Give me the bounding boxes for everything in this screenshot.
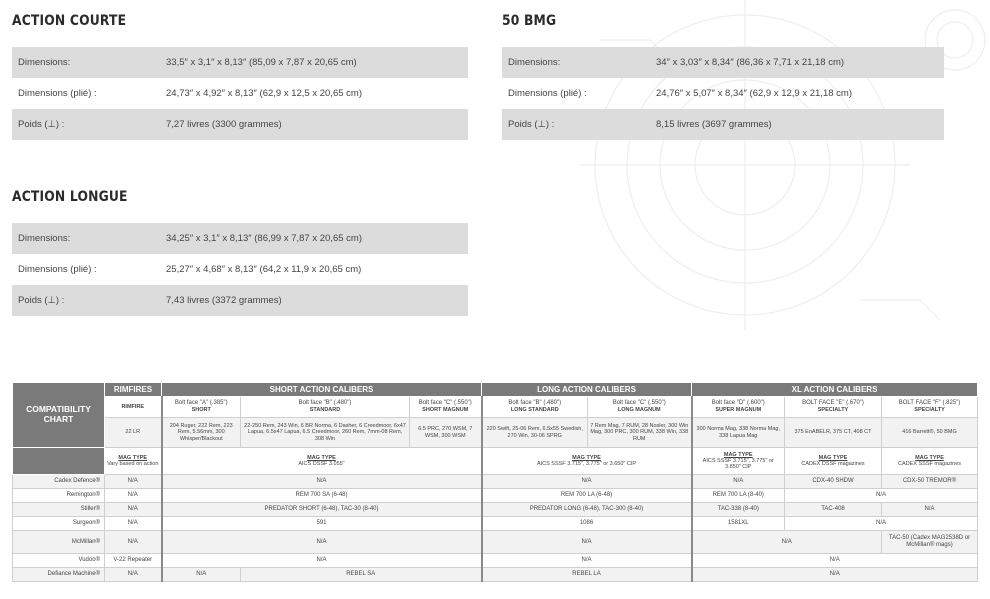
spec-block-action-longue <box>12 189 468 316</box>
spec-row <box>12 109 468 140</box>
bolt-face-sa-a: Bolt face "A" (.385") SHORT <box>162 397 241 418</box>
chart-corner-title: COMPATIBILITY CHART <box>13 383 105 448</box>
table-cell: N/A <box>105 503 162 517</box>
spec-block-50-bmg <box>502 13 944 140</box>
section-title: ACTION LONGUE <box>12 189 128 205</box>
table-row-remington <box>13 489 978 503</box>
group-header-rimfires: RIMFIRES <box>105 383 162 397</box>
table-cell: N/A <box>162 475 482 489</box>
table-cell: N/A <box>482 554 692 568</box>
mag-type-row <box>13 448 978 475</box>
row-label: Cadex Defence® <box>13 475 105 489</box>
caliber-cell: 6.5 PRC, 270 WSM, 7 WSM, 300 WSM <box>410 418 482 448</box>
compatibility-chart-table <box>12 382 978 582</box>
table-cell: N/A <box>105 475 162 489</box>
spec-block-action-courte <box>12 13 468 140</box>
row-label: McMillan® <box>13 531 105 554</box>
bolt-face-la-b: Bolt face "B" (.480") LONG STANDARD <box>482 397 588 418</box>
table-cell: REBEL LA <box>482 568 692 582</box>
bolt-face-la-c: Bolt face "C" (.550") LONG MAGNUM <box>588 397 692 418</box>
table-cell: TAC-338 (8-40) <box>692 503 785 517</box>
spec-label: Dimensions (plié) : <box>18 264 97 275</box>
spec-row <box>12 285 468 316</box>
bolt-face-xl-f: BOLT FACE "F" (.825") SPECIALTY <box>882 397 978 418</box>
table-row-cadex <box>13 475 978 489</box>
spec-value: 8,15 livres (3697 grammes) <box>650 109 944 140</box>
table-cell: CDX-50 TREMOR® <box>882 475 978 489</box>
table-cell: PREDATOR SHORT (6-48), TAC-30 (8-40) <box>162 503 482 517</box>
mag-type-cell: MAG TYPE AICS DSSF 3.055" <box>162 448 482 475</box>
row-label: Surgeon® <box>13 517 105 531</box>
table-cell: CDX-40 SHDW <box>785 475 882 489</box>
caliber-cell: 375 EnABELR, 375 CT, 408 CT <box>785 418 882 448</box>
table-cell: N/A <box>692 554 978 568</box>
table-cell: N/A <box>105 517 162 531</box>
table-row-vudoo <box>13 554 978 568</box>
spec-label: Dimensions (plié) : <box>18 88 97 99</box>
table-cell: N/A <box>482 475 692 489</box>
table-cell: TAC-408 <box>785 503 882 517</box>
caliber-cell: 22 LR <box>105 418 162 448</box>
table-cell: REM 700 LA (6-48) <box>482 489 692 503</box>
spec-label: Dimensions: <box>12 223 160 254</box>
table-cell: V-22 Repeater <box>105 554 162 568</box>
table-cell: REM 700 LA (8-40) <box>692 489 785 503</box>
caliber-cell: 22-250 Rem, 243 Win, 6 BR Norma, 6 Dasher, 6 Creedmoor, 6x47 Lapua, 6.5x47 Lapua, 6.5 Creedmoor, 260 Rem, 7mm-08 Rem, 308 Win <box>241 418 410 448</box>
spec-row <box>12 78 468 109</box>
spec-value: 34″ x 3,03″ x 8,34″ (86,36 x 7,71 x 21,18 cm) <box>650 47 944 78</box>
spec-value: 7,43 livres (3372 grammes) <box>160 285 468 316</box>
caliber-cell: 220 Swift, 25-06 Rem, 6.5x55 Swedish, 270 Win, 30-06 SPRG <box>482 418 588 448</box>
table-cell: N/A <box>162 531 482 554</box>
row-label: Remington® <box>13 489 105 503</box>
row-label: Stiller® <box>13 503 105 517</box>
section-title: 50 BMG <box>502 13 557 29</box>
group-header-row <box>13 383 978 397</box>
calibers-row <box>13 418 978 448</box>
table-cell: 591 <box>162 517 482 531</box>
caliber-cell: 7 Rem Mag, 7 RUM, 28 Nosler, 300 Win Mag, 300 PRC, 300 RUM, 338 Win, 338 RUM <box>588 418 692 448</box>
spec-row <box>502 109 944 140</box>
table-cell: N/A <box>785 489 978 503</box>
spec-label: Dimensions: <box>12 47 160 78</box>
mag-type-cell: MAG TYPE AICS SSSF 3.715", 3.775" or 3.850" CIP <box>692 448 785 475</box>
group-header-long: LONG ACTION CALIBERS <box>482 383 692 397</box>
caliber-cell: 300 Norma Mag, 338 Norma Mag, 338 Lapua Mag <box>692 418 785 448</box>
table-cell: REM 700 SA (6-48) <box>162 489 482 503</box>
spec-label: Poids (⊥) : <box>502 109 650 140</box>
table-cell: 1581XL <box>692 517 785 531</box>
section-title: ACTION COURTE <box>12 13 127 29</box>
spec-value: 24,73″ x 4,92″ x 8,13″ (62,9 x 12,5 x 20,65 cm) <box>166 88 362 99</box>
bolt-face-sa-c: Bolt face "C" (.550") SHORT MAGNUM <box>410 397 482 418</box>
spec-label: Poids (⊥) : <box>12 109 160 140</box>
table-cell: 1086 <box>482 517 692 531</box>
mag-type-cell: MAG TYPE CADEX SSSF magazines <box>882 448 978 475</box>
table-cell: N/A <box>692 568 978 582</box>
table-cell: REBEL SA <box>241 568 482 582</box>
rimfire-subheader: RIMFIRE <box>105 397 162 418</box>
table-cell: PREDATOR LONG (6-48), TAC-300 (8-40) <box>482 503 692 517</box>
mag-type-cell: MAG TYPE CADEX DSSF magazines <box>785 448 882 475</box>
bolt-face-xl-e: BOLT FACE "E" (.670") SPECIALTY <box>785 397 882 418</box>
spec-row <box>12 47 468 78</box>
table-row-stiller <box>13 503 978 517</box>
spec-value: 34,25″ x 3,1″ x 8,13″ (86,99 x 7,87 x 20,65 cm) <box>160 223 468 254</box>
bolt-face-sa-b: Bolt face "B" (.480") STANDARD <box>241 397 410 418</box>
spec-value: 7,27 livres (3300 grammes) <box>160 109 468 140</box>
table-cell: N/A <box>105 531 162 554</box>
table-cell: N/A <box>785 517 978 531</box>
table-cell: N/A <box>162 554 482 568</box>
spec-table <box>12 47 468 140</box>
row-label: Vudoo® <box>13 554 105 568</box>
spec-row <box>12 254 468 285</box>
table-cell: N/A <box>482 531 692 554</box>
row-label: Defiance Machine® <box>13 568 105 582</box>
table-cell: N/A <box>692 531 882 554</box>
bolt-face-xl-d: Bolt face "D" (.600") SUPER MAGNUM <box>692 397 785 418</box>
table-cell: N/A <box>105 568 162 582</box>
table-cell: N/A <box>692 475 785 489</box>
spec-row <box>502 78 944 109</box>
table-cell: N/A <box>162 568 241 582</box>
spec-value: 24,76″ x 5,07″ x 8,34″ (62,9 x 12,9 x 21,18 cm) <box>656 88 852 99</box>
table-cell: N/A <box>105 489 162 503</box>
spec-row <box>12 223 468 254</box>
group-header-short: SHORT ACTION CALIBERS <box>162 383 482 397</box>
mag-type-cell: MAG TYPE AICS SSSF 3.715", 3.775" or 3.650" CIP <box>482 448 692 475</box>
spec-row <box>502 47 944 78</box>
table-cell: TAC-50 (Cadex MAG2538D or McMillan® mags) <box>882 531 978 554</box>
table-row-surgeon <box>13 517 978 531</box>
bolt-face-row <box>13 397 978 418</box>
spec-table <box>502 47 944 140</box>
caliber-cell: 416 Barrett®, 50 BMG <box>882 418 978 448</box>
table-cell: N/A <box>882 503 978 517</box>
mag-type-cell: MAG TYPE Vary based on action <box>105 448 162 475</box>
spec-value: 25,27″ x 4,68″ x 8,13″ (64,2 x 11,9 x 20,65 cm) <box>166 264 362 275</box>
spec-label: Poids (⊥) : <box>12 285 160 316</box>
spec-label: Dimensions (plié) : <box>508 88 587 99</box>
spec-label: Dimensions: <box>502 47 650 78</box>
group-header-xl: XL ACTION CALIBERS <box>692 383 978 397</box>
spec-table <box>12 223 468 316</box>
spec-value: 33,5″ x 3,1″ x 8,13″ (85,09 x 7,87 x 20,65 cm) <box>160 47 468 78</box>
table-row-mcmillan <box>13 531 978 554</box>
mag-row-spacer <box>13 448 105 475</box>
caliber-cell: 204 Ruger, 222 Rem, 223 Rem, 5.56mm, 300 Whisper/Blackout <box>162 418 241 448</box>
table-row-defiance <box>13 568 978 582</box>
